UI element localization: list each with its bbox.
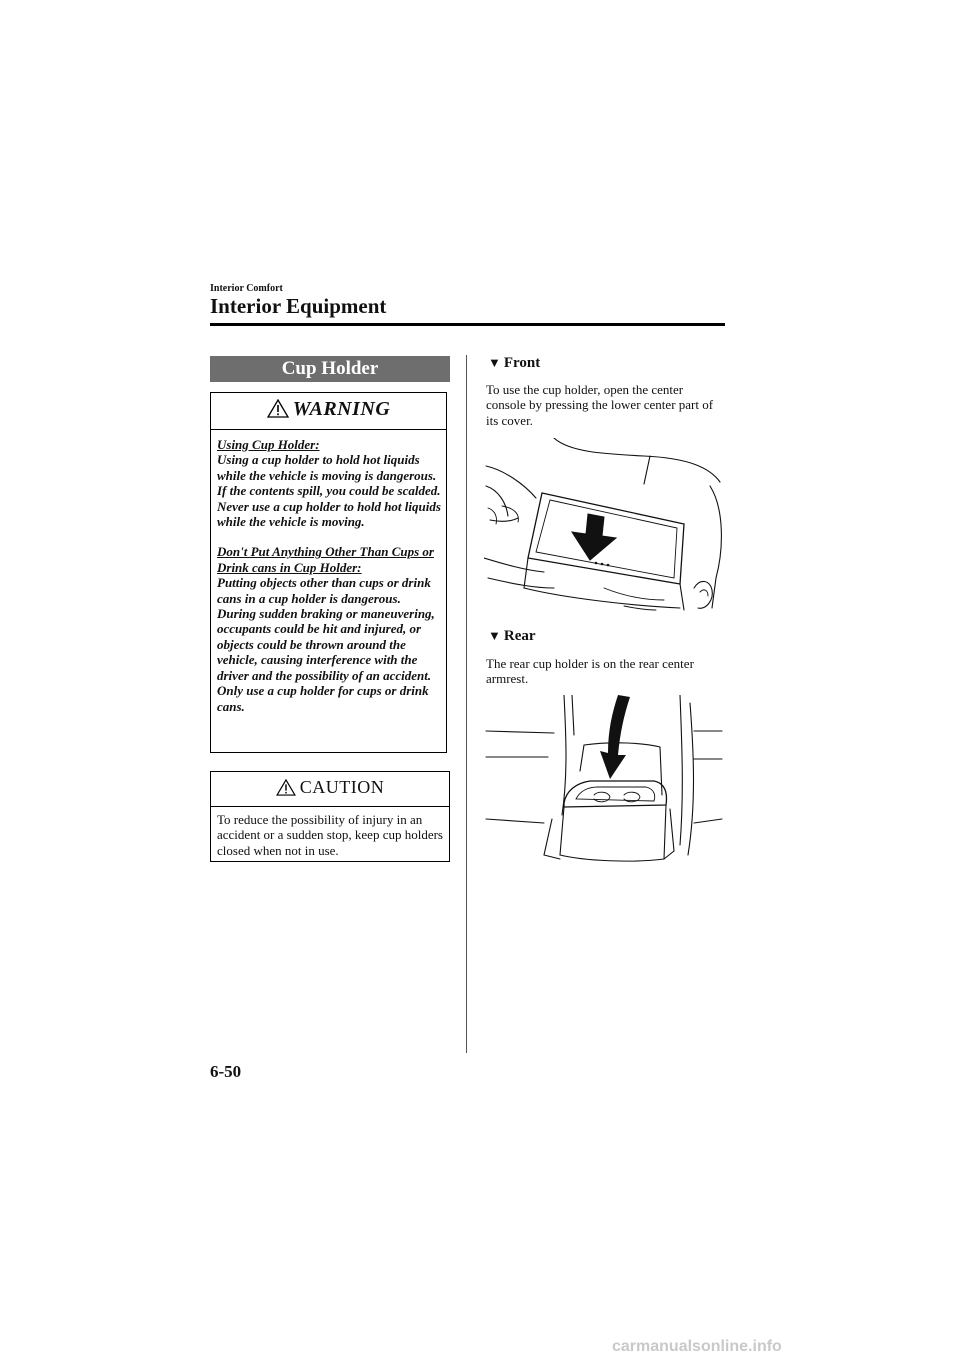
triangle-down-icon: ▼ — [488, 628, 501, 643]
rear-text: The rear cup holder is on the rear center armrest. — [486, 656, 694, 687]
caution-text: To reduce the possibility of injury in an accident or a sudden stop, keep cup holders closed when not in use. — [217, 812, 443, 858]
warning-box — [210, 392, 447, 753]
warning-separator — [211, 429, 446, 430]
cup-holder-banner: Cup Holder — [210, 356, 450, 382]
caution-triangle-icon — [276, 779, 296, 796]
caution-heading — [211, 777, 449, 798]
warning-subtitle-2: Don't Put Anything Other Than Cups or Drink cans in Cup Holder: — [217, 544, 434, 575]
caution-separator — [211, 806, 449, 807]
warning-subtitle-1: Using Cup Holder: — [217, 437, 320, 452]
rear-armrest-illustration — [484, 695, 724, 870]
section-label: Interior Comfort — [210, 283, 283, 294]
page-number: 6-50 — [210, 1062, 242, 1081]
page-title: Interior Equipment — [210, 294, 387, 318]
triangle-down-icon: ▼ — [488, 355, 501, 370]
watermark: carmanualsonline.info — [612, 1338, 782, 1355]
front-text: To use the cup holder, open the center console by pressing the lower center part of its cover. — [486, 382, 714, 428]
warning-body — [217, 437, 443, 714]
warning-text-2a: Putting objects other than cups or drink cans in a cup holder is dangerous. — [217, 575, 431, 606]
warning-heading — [211, 398, 446, 421]
warning-text-2b: During sudden braking or maneuvering, occupants could be hit and injured, or objects could be thrown around the vehicle, causing interference with the driver and the possibility of an accident. Only use a cup holder for cups or drink cans. — [217, 606, 435, 714]
rear-heading-text: Rear — [503, 628, 536, 644]
front-heading-text: Front — [503, 355, 541, 371]
rear-heading — [488, 628, 536, 645]
warning-triangle-icon — [267, 399, 289, 418]
warning-heading-text: WARNING — [292, 398, 391, 420]
title-rule — [210, 323, 725, 326]
caution-heading-text: CAUTION — [299, 777, 385, 797]
column-divider — [466, 355, 467, 1053]
warning-text-1: Using a cup holder to hold hot liquids while the vehicle is moving is dangerous. If the contents spill, you could be scalded. Never use a cup holder to hold hot liquids while the vehicle is moving. — [217, 452, 441, 530]
caution-box — [210, 771, 450, 862]
front-heading — [488, 355, 540, 372]
front-console-illustration — [484, 438, 724, 613]
